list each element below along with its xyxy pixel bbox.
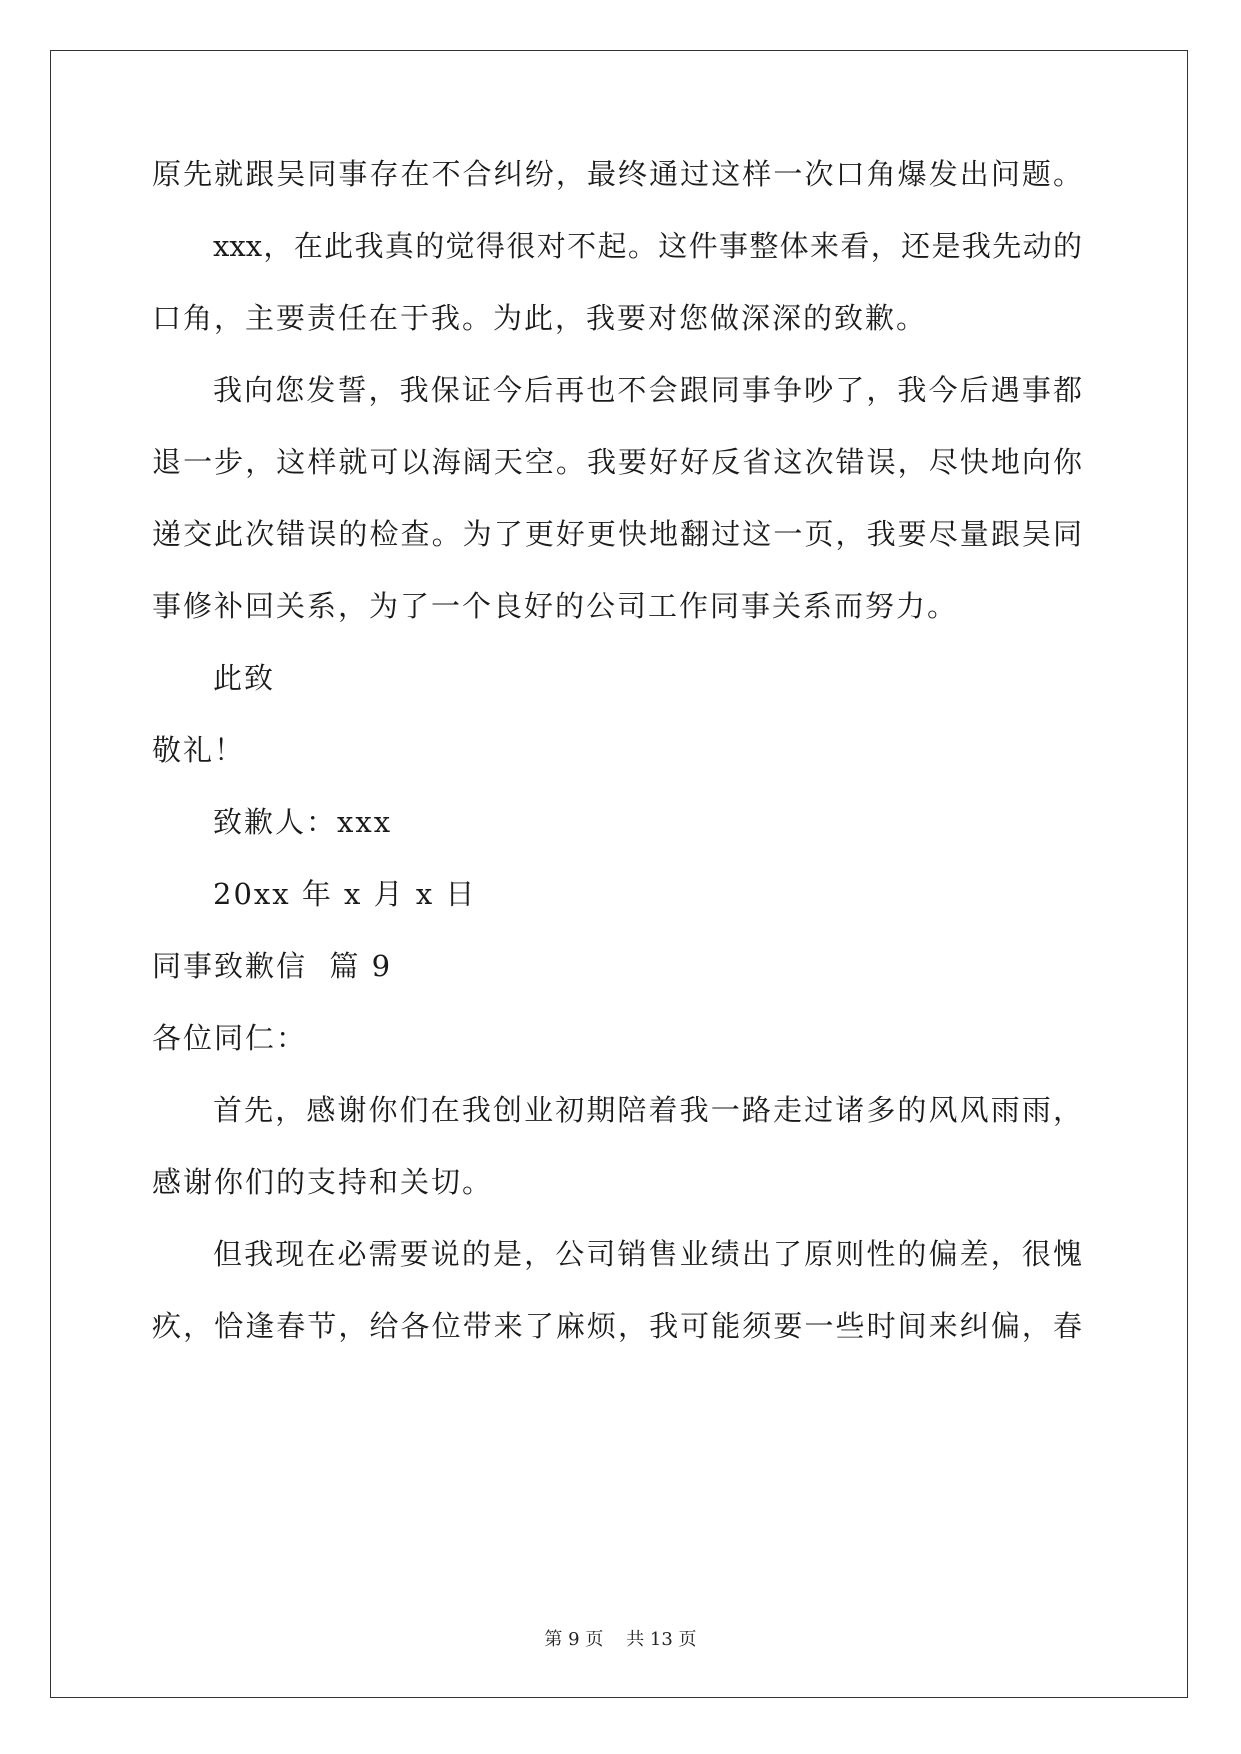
closing-salutation: 此致 [213, 661, 276, 695]
date-line: 20xx 年 x 月 x 日 [213, 877, 477, 911]
body-line-2: xxx，在此我真的觉得很对不起。这件事整体来看，还是我先动的 [213, 229, 1082, 263]
signature-line: 致歉人：xxx [213, 805, 393, 839]
body-line-8: 首先，感谢你们在我创业初期陪着我一路走过诸多的风风雨雨， [213, 1093, 1082, 1127]
section-heading: 同事致歉信 篇 9 [152, 949, 393, 983]
body-line-4: 我向您发誓，我保证今后再也不会跟同事争吵了，我今后遇事都 [213, 373, 1082, 407]
body-line-6: 递交此次错误的检查。为了更好更快地翻过这一页，我要尽量跟吴同 [152, 517, 1082, 551]
body-line-3: 口角，主要责任在于我。为此，我要对您做深深的致歉。 [152, 301, 928, 335]
body-line-11: 疚，恰逢春节，给各位带来了麻烦，我可能须要一些时间来纠偏，春 [152, 1309, 1082, 1343]
greeting-line: 各位同仁： [152, 1021, 308, 1055]
body-line-10: 但我现在必需要说的是，公司销售业绩出了原则性的偏差，很愧 [213, 1237, 1082, 1271]
body-line-1: 原先就跟吴同事存在不合纠纷，最终通过这样一次口角爆发出问题。 [152, 157, 1082, 191]
closing-regards: 敬礼！ [152, 733, 246, 767]
body-line-9: 感谢你们的支持和关切。 [152, 1165, 494, 1199]
page-footer: 第 9 页 共 13 页 [544, 1629, 697, 1650]
body-line-7: 事修补回关系，为了一个良好的公司工作同事关系而努力。 [152, 589, 959, 623]
body-line-5: 退一步，这样就可以海阔天空。我要好好反省这次错误，尽快地向你 [152, 445, 1082, 479]
